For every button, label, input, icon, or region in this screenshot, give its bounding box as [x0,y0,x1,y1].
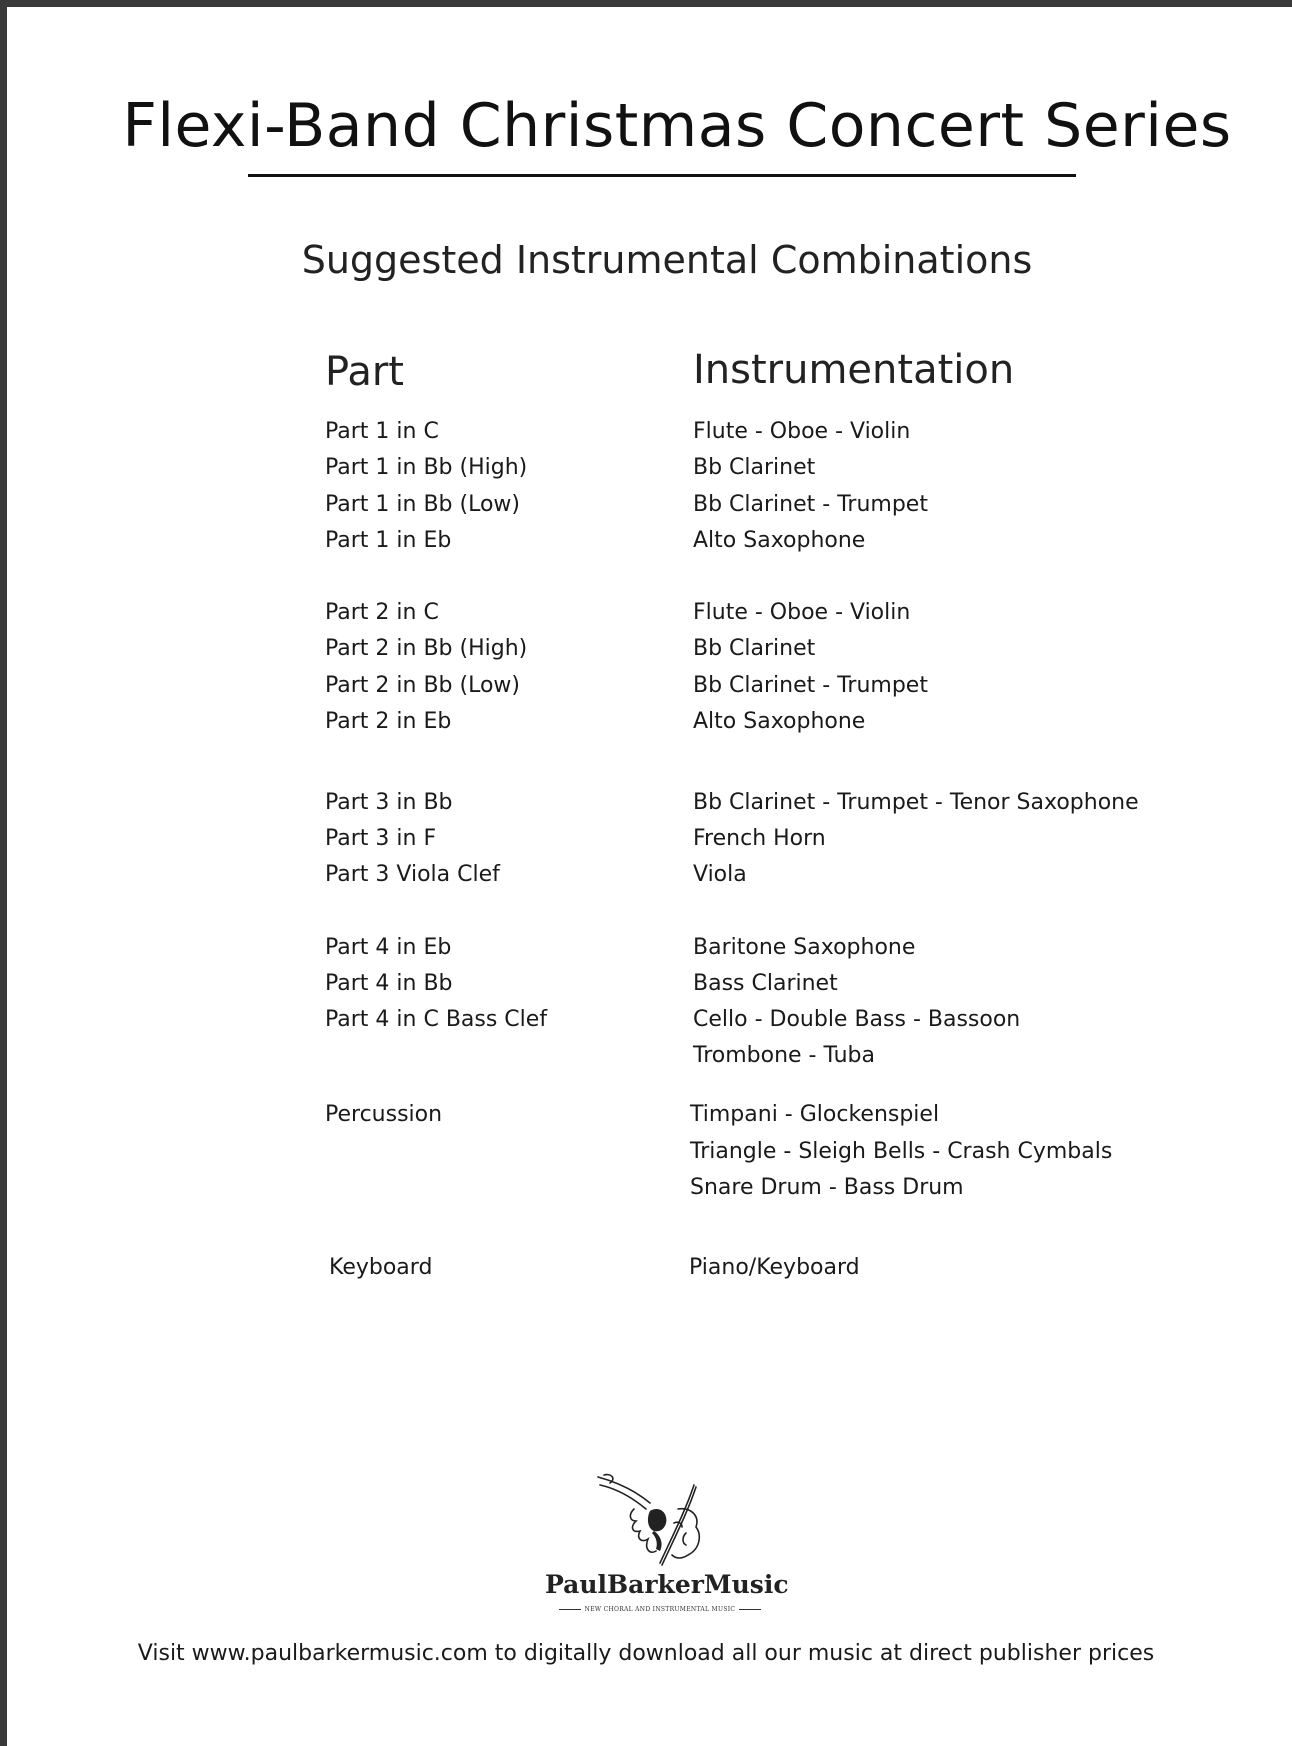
table-row [7,419,1292,455]
part-cell: Part 2 in Bb (High) [325,636,528,661]
table-row [7,1175,1292,1211]
instrumentation-cell: Cello - Double Bass - Bassoon [693,1007,1021,1032]
publisher-logo [545,1469,789,1619]
table-row [7,455,1292,491]
page-subtitle: Suggested Instrumental Combinations [301,238,1033,282]
title-underline [248,174,1076,177]
table-row [7,790,1292,826]
instrumentation-cell: Alto Saxophone [693,709,866,734]
violin-silhouette-icon [590,1469,730,1569]
document-page [7,7,1292,1746]
table-row [7,673,1292,709]
instrumentation-cell: Bb Clarinet - Trumpet [693,673,928,698]
table-row [7,862,1292,898]
instrumentation-cell: Bb Clarinet - Trumpet [693,492,928,517]
part-cell: Keyboard [329,1255,433,1280]
table-row [7,826,1292,862]
part-cell: Part 1 in Bb (High) [325,455,528,480]
column-header-part: Part [325,349,404,395]
divider [739,1609,761,1610]
instrumentation-cell: Triangle - Sleigh Bells - Crash Cymbals [690,1139,1113,1164]
instrumentation-cell: Viola [693,862,747,887]
table-row [7,492,1292,528]
logo-tagline: NEW CHORAL AND INSTRUMENTAL MUSIC [584,1606,736,1613]
instrumentation-cell: Bass Clarinet [693,971,838,996]
instrumentation-cell: Bb Clarinet [693,455,816,480]
instrumentation-cell: Alto Saxophone [693,528,866,553]
part-cell: Part 1 in Eb [325,528,452,553]
table-row [7,1102,1292,1138]
instrumentation-cell: Bb Clarinet [693,636,816,661]
logo-tagline-wrap [545,1606,775,1613]
table-row [7,1255,1292,1291]
instrumentation-cell: Bb Clarinet - Trumpet - Tenor Saxophone [693,790,1139,815]
part-cell: Part 3 in Bb [325,790,453,815]
instrumentation-cell: Flute - Oboe - Violin [693,600,911,625]
part-cell: Part 2 in Eb [325,709,452,734]
logo-wordmark: PaulBarkerMusic [545,1570,789,1599]
instrumentation-cell: Trombone - Tuba [693,1043,875,1068]
part-cell: Part 4 in Bb [325,971,453,996]
part-cell: Part 1 in Bb (Low) [325,492,521,517]
part-cell: Part 3 in F [325,826,437,851]
table-row [7,528,1292,564]
table-row [7,935,1292,971]
table-row [7,1139,1292,1175]
part-cell: Part 3 Viola Clef [325,862,500,887]
instrumentation-cell: Flute - Oboe - Violin [693,419,911,444]
part-cell: Part 1 in C [325,419,439,444]
table-row [7,971,1292,1007]
part-cell: Part 2 in Bb (Low) [325,673,521,698]
instrumentation-cell: Baritone Saxophone [693,935,916,960]
page-title: Flexi-Band Christmas Concert Series [122,91,1232,161]
instrumentation-cell: Piano/Keyboard [689,1255,860,1280]
part-cell: Percussion [325,1102,443,1127]
table-row [7,1043,1292,1079]
divider [559,1609,581,1610]
part-cell: Part 4 in C Bass Clef [325,1007,548,1032]
instrumentation-cell: Snare Drum - Bass Drum [690,1175,964,1200]
part-cell: Part 2 in C [325,600,439,625]
column-header-instrumentation: Instrumentation [693,347,1015,393]
table-row [7,636,1292,672]
instrumentation-cell: Timpani - Glockenspiel [690,1102,940,1127]
table-row [7,709,1292,745]
footer-note: Visit www.paulbarkermusic.com to digitally download all our music at direct publisher prices [137,1641,1155,1666]
instrumentation-cell: French Horn [693,826,826,851]
part-cell: Part 4 in Eb [325,935,452,960]
table-row [7,1007,1292,1043]
table-row [7,600,1292,636]
